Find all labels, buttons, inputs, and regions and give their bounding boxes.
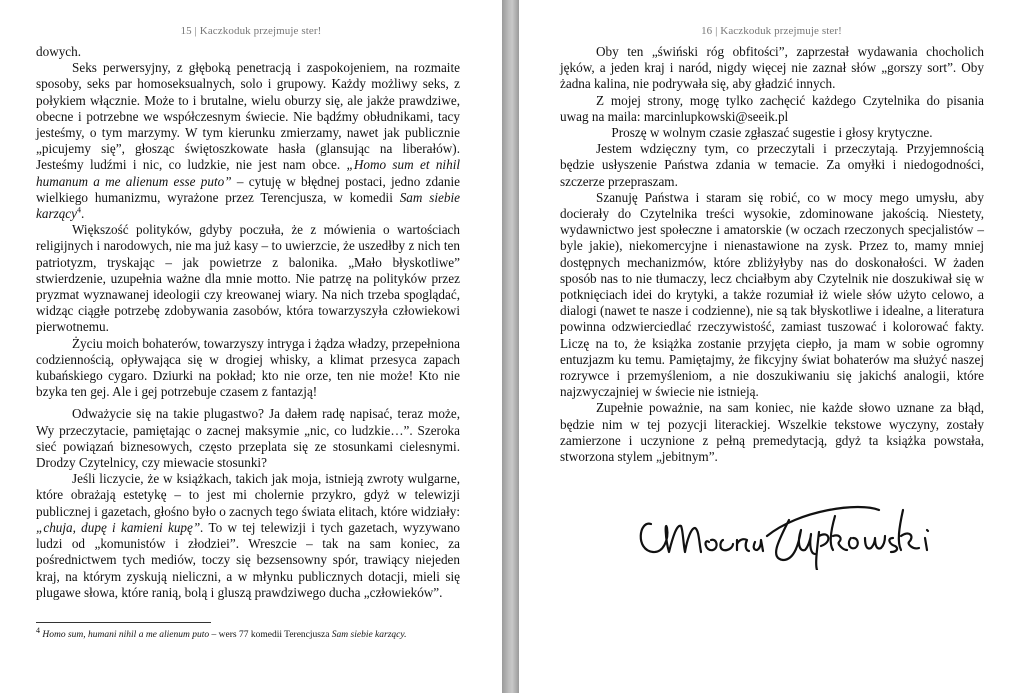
page-header-left: 15 | Kaczkoduk przejmuje ster! xyxy=(180,25,322,37)
paragraph: Z mojej strony, mogę tylko zachęcić każdego Czytelnika do pisania uwag na maila: marcinlupkowski@seeik.pl xyxy=(560,92,984,124)
footnote: $^4$ Homo sum, humani nihil a me alienum puto – wers 77 komedii Terencjusza Sam siebie karzący. xyxy=(36,625,407,640)
paragraph: Odważycie się na takie plugastwo? Ja dałem radę napisać, teraz może, Wy przeczytacie, pamiętając o zacnej maksymie „nic, co ludzkie…”. Szeroka sieć powiązań biznesowych, często przeplata się ze stosunkami cielesnymi. Drodzy Czytelnicy, czy miewacie stosunki? xyxy=(36,406,460,471)
page-gutter xyxy=(502,0,519,693)
paragraph: Jestem wdzięczny tym, co przeczytali i przeczytają. Przyjemnością będzie usłyszenie Państwa zdania w temacie. Za omyłki i niedogodności, szczerze przepraszam. xyxy=(560,141,984,189)
footnote-divider xyxy=(36,622,211,623)
paragraph: Większość polityków, gdyby poczuła, że z mówienia o wartościach religijnych i narodowych, nie ma już kasy – to uwierzcie, że uszedłby z nich ten patriotyzm, tryskając – jak powietrze z balonika. „Mało błyskotliwe” stwierdzenie, uzupełnia ważne dla mnie motto. Nie patrzę na polityków przez pryzmat wyznawanej ideologii czy kreowanej wiary. Na nich trzeba spoglądać, widząc ciągłe potrzebę zdobywania zasobów, która towarzyszyła człowiekowi pierwotnemu. xyxy=(36,222,460,335)
left-page-body xyxy=(36,44,460,601)
paragraph: Seks perwersyjny, z głęboką penetracją i zaspokojeniem, na rozmaite sposoby, seks par homoseksualnych, solo i grupowy. Każdy możliwy seks, z połykiem włącznie. Może to i brutalne, wielu oburzy się, ale jakże prawdziwe, obecne i potrzebne we współczesnym świecie. Nie bądźmy obłudnikami, tacy jesteśmy, o tym marzymy. W tym kierunku zmierzamy, nawet jak publicznie „picujemy się”, głosząc świętoszkowate hasła (glansując na liberałów). Jesteśmy ludźmi i nic, co ludzkie, nie jest nam obce. „Homo sum et nihil humanum a me alienum esse puto” – cytuję w błędnej postaci, jedno zdanie wielkiego humanizmu, wyrażone przez Terencjusza, w komedii Sam siebie karzący$^4$. xyxy=(36,60,461,222)
left-page xyxy=(0,0,502,693)
signature xyxy=(629,480,949,570)
comedy-title: Sam siebie karzący xyxy=(36,189,460,222)
page-header-right: 16 | Kaczkoduk przejmuje ster! xyxy=(701,25,842,37)
right-page xyxy=(519,0,1024,693)
footnote-reference: 4 xyxy=(77,205,82,215)
signature-drawing xyxy=(629,480,949,570)
right-page-body xyxy=(560,44,984,465)
paragraph: Oby ten „świński róg obfitości”, zaprzestał wydawania chocholich jęków, a jeden kraj i naród, nigdy więcej nie zaznał słów „gorszy sort”. Oby żadna kalina, nie podrywała się, aby gładzić innych. xyxy=(560,44,984,92)
italic-phrase: „chuja, dupę i kamieni kupę”. xyxy=(36,519,204,535)
paragraph: Jeśli liczycie, że w książkach, takich jak moja, istnieją zwroty wulgarne, które obrażają estetykę – to jest mi cholernie przykro, gdyż w telewizji publicznej i gazetach, głośno było o zacnych tego świata elitach, które widziały: „chuja, dupę i kamieni kupę”. To w tej telewizji i tych gazetach, wyzywano ludzi od „komunistów i złodziei”. Wreszcie – tak na sam koniec, za pośrednictwem tych mediów, toczy się bezsensowny spór, trawiący niejeden kraj, na którym zyskują nieliczni, a w młynku publicznych dotacji, mieli się plugawe słowa, które ranią, bolą i gluszą prawdziwego ducha „człowieków”. xyxy=(36,471,461,600)
paragraph: Zupełnie poważnie, na sam koniec, nie każde słowo uznane za błąd, będzie nim w tej pozycji literackiej. Wszelkie tekstowe wyczyny, zostały zamierzone i uczynione z pełną premedytacją, gdyż ta książka powstała, stworzona stylem „jebitnym”. xyxy=(560,400,984,465)
paragraph: Życiu moich bohaterów, towarzyszy intryga i żądza władzy, przepełniona codziennością, opływająca się w drogiej whisky, a klimat przesyca zapach kubańskiego cygaro. Dziurki na pokład; kto nie orze, ten nie może! Kto nie bzyka ten gej. Ale i gej potrzebuje czasem z fantazją! xyxy=(36,335,460,400)
latin-quote: „Homo sum et nihil humanum a me alienum esse puto” xyxy=(36,157,461,189)
paragraph: Szanuję Państwa i staram się robić, co w mocy mego umysłu, aby docierały do Czytelnika treści wysokie, zdominowane jakością. Niestety, wydawnictwo jest społeczne i amatorskie (w oczach rzeczonych specjalistów – byle jakie), niekomercyjne i nienastawione na zysk. Przez to, mamy mniej dostępnych mechanizmów, które zbliżyłyby nas do doskonałości. W żaden sposób nas to nie tłumaczy, lecz chciałbym aby Czytelnik nie doszukiwał się w potknięciach idei do krytyki, a także rozumiał iż wiele słów użyto celowo, a dialogi (nawet te nasze i codzienne), nie są tak błyskotliwe i idealne, a literatura powinna odzwierciedlać rzeczywistość, zamiast tuszować i kolorować fakty. Liczę na to, że książka zostanie przyjęta ciepło, ja mam w sobie ogromny entuzjazm ku temu. Pamiętajmy, że fikcyjny świat bohaterów ma służyć naszej rozrywce i przemyśleniom, a nie doszukiwaniu się jakichś analogii, które najzwyczajniej w świecie nie istnieją. xyxy=(560,189,984,400)
paragraph: Proszę w wolnym czasie zgłaszać sugestie i głosy krytyczne. xyxy=(611,125,933,141)
paragraph: dowych. xyxy=(36,44,82,59)
